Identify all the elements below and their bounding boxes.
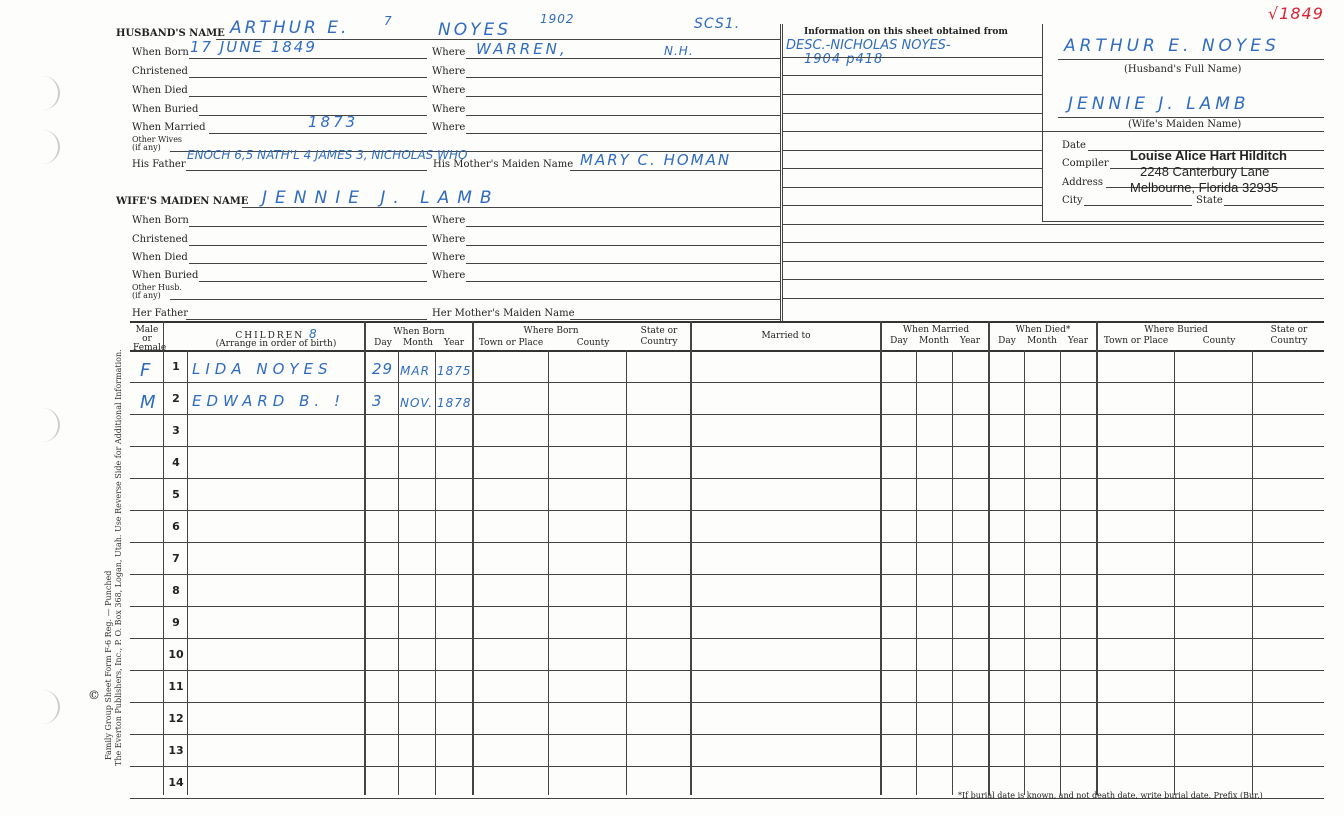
compiler-street-stamp: 2248 Canterbury Lane	[1140, 164, 1270, 179]
wife-died-label: When Died	[132, 252, 188, 263]
address-label: Address	[1062, 177, 1103, 188]
died-day-header: Day	[998, 336, 1016, 346]
marriage-year: 1873	[308, 113, 359, 131]
when-born-header: When Born	[393, 327, 445, 337]
husband-full-name: ARTHUR E. NOYES	[1064, 36, 1280, 56]
children-subheader: (Arrange in order of birth)	[215, 339, 337, 349]
punch-hole	[28, 408, 60, 442]
child-row-number: 10	[168, 648, 184, 661]
husband-father: ENOCH 6,5 NATH'L 4 JAMES 3, NICHOLAS WHO	[187, 148, 468, 162]
form-side-text-1: Family Group Sheet Form F-6 Reg. — Punched	[104, 570, 113, 760]
child-sex: M	[140, 392, 159, 413]
died-year-header: Year	[1067, 336, 1089, 346]
children-header: CHILDREN 8	[235, 327, 317, 341]
row-divider	[130, 638, 1324, 639]
child-row-number: 9	[172, 616, 180, 629]
child-born-day: 29	[372, 360, 394, 378]
wife-born-label: When Born	[132, 215, 189, 226]
husband-buried-label: When Buried	[132, 104, 199, 115]
married-month-header: Month	[919, 336, 949, 346]
child-row-number: 12	[168, 712, 184, 725]
child-born-year: 1878	[437, 396, 472, 410]
where-label: Where	[432, 234, 466, 245]
where-label: Where	[432, 104, 466, 115]
where-buried-header: Where Buried	[1144, 325, 1208, 335]
child-row-number: 1	[172, 360, 180, 373]
when-married-header: When Married	[902, 325, 970, 335]
child-row-number: 14	[168, 776, 184, 789]
buried-state-header: State or Country	[1270, 325, 1308, 346]
row-divider	[130, 670, 1324, 671]
born-month-header: Month	[403, 338, 433, 348]
punch-hole	[28, 690, 60, 724]
child-born-month: MAR	[400, 364, 430, 378]
child-row-number: 2	[172, 392, 180, 405]
row-divider	[130, 382, 1324, 383]
burial-footnote: *If burial date is known, and not death date, write burial date. Prefix (Bur.)	[958, 791, 1263, 800]
child-row-number: 4	[172, 456, 180, 469]
compiler-name-stamp: Louise Alice Hart Hilditch	[1130, 148, 1287, 163]
child-row-number: 13	[168, 744, 184, 757]
husband-full-name-label: (Husband's Full Name)	[1124, 64, 1242, 75]
child-row-number: 7	[172, 552, 180, 565]
husband-born-place: WARREN,	[476, 40, 568, 58]
husband-christened-label: Christened	[132, 66, 188, 77]
compiler-city-stamp: Melbourne, Florida 32935	[1130, 180, 1279, 195]
husband-name-label: HUSBAND'S NAME	[116, 28, 225, 39]
where-label: Where	[432, 85, 466, 96]
child-row-number: 8	[172, 584, 180, 597]
row-divider	[130, 414, 1324, 415]
died-month-header: Month	[1027, 336, 1057, 346]
date-label: Date	[1062, 140, 1086, 151]
husband-last-name: NOYES	[438, 20, 512, 40]
copyright-symbol: ©	[88, 688, 100, 702]
married-day-header: Day	[890, 336, 908, 346]
husband-born-label: When Born	[132, 47, 189, 58]
punch-hole	[28, 130, 60, 164]
child-name: LIDA NOYES	[192, 360, 333, 378]
corner-check-mark: √1849	[1268, 4, 1324, 23]
sex-header: Male or Female	[133, 325, 167, 353]
where-born-header: Where Born	[523, 326, 579, 336]
husband-born-where-label: Where	[432, 47, 466, 58]
husband-died-label: When Died	[132, 85, 188, 96]
where-label: Where	[432, 215, 466, 226]
wife-father-label: Her Father	[132, 308, 188, 319]
husband-married-label: When Married	[132, 122, 206, 133]
wife-maiden-name: JENNIE J. LAMB	[1068, 94, 1250, 114]
row-divider	[130, 766, 1324, 767]
where-label: Where	[432, 122, 466, 133]
child-born-year: 1875	[437, 364, 472, 378]
child-sex: F	[140, 360, 154, 381]
wife-name: JENNIE J. LAMB	[262, 188, 500, 208]
source-label: Information on this sheet obtained from	[804, 27, 1008, 37]
row-divider	[130, 574, 1324, 575]
husband-other-wives-label: Other Wives	[132, 135, 183, 144]
born-year-header: Year	[443, 338, 465, 348]
where-label: Where	[432, 66, 466, 77]
wife-christened-label: Christened	[132, 234, 188, 245]
punch-hole	[28, 76, 60, 110]
form-side-text-2: The Everton Publishers, Inc., P. O. Box 368, Logan, Utah. Use Reverse Side for Additional Information.	[114, 349, 123, 766]
husband-name-mark: 7	[384, 14, 393, 28]
child-row-number: 3	[172, 424, 180, 437]
husband-born-date: 17 JUNE 1849	[190, 38, 317, 56]
row-divider	[130, 734, 1324, 735]
wife-buried-label: When Buried	[132, 270, 199, 281]
born-state-header: State or Country	[640, 326, 678, 347]
married-year-header: Year	[959, 336, 981, 346]
compiler-label: Compiler	[1062, 158, 1109, 169]
married-to-header: Married to	[761, 331, 811, 341]
wife-name-label: WIFE'S MAIDEN NAME	[116, 196, 249, 207]
row-divider	[130, 446, 1324, 447]
row-divider	[130, 542, 1324, 543]
child-row-number: 11	[168, 680, 184, 693]
child-row-number: 5	[172, 488, 180, 501]
row-divider	[130, 606, 1324, 607]
where-label: Where	[432, 270, 466, 281]
husband-first-name: ARTHUR E.	[230, 18, 350, 38]
city-label: City	[1062, 195, 1083, 206]
row-divider	[130, 478, 1324, 479]
wife-other-husb-sub: (if any)	[132, 291, 161, 300]
husband-name-note: SCS1.	[694, 16, 741, 32]
row-divider	[130, 702, 1324, 703]
wife-mother-label: Her Mother's Maiden Name	[432, 308, 575, 319]
child-born-month: NOV.	[400, 396, 434, 410]
husband-other-wives-sub: (if any)	[132, 143, 161, 152]
source-line-2: 1904 p418	[804, 52, 884, 67]
child-name: EDWARD B. !	[192, 392, 345, 410]
buried-county-header: County	[1202, 336, 1236, 346]
where-born-county-header: County	[576, 338, 610, 348]
wife-maiden-name-label: (Wife's Maiden Name)	[1128, 119, 1242, 130]
state-label: State	[1196, 195, 1223, 206]
wife-other-husb-label: Other Husb.	[132, 283, 182, 292]
husband-mother-label: His Mother's Maiden Name	[433, 159, 574, 170]
buried-town-header: Town or Place	[1103, 336, 1169, 346]
child-row-number: 6	[172, 520, 180, 533]
where-label: Where	[432, 252, 466, 263]
husband-father-label: His Father	[132, 159, 186, 170]
born-day-header: Day	[374, 338, 392, 348]
husband-born-state: N.H.	[664, 44, 694, 58]
source-line-1: DESC.-NICHOLAS NOYES-	[786, 38, 951, 53]
row-divider	[130, 510, 1324, 511]
where-born-town-header: Town or Place	[478, 338, 544, 348]
child-born-day: 3	[372, 392, 383, 410]
husband-name-year: 1902	[540, 12, 575, 26]
when-died-header: When Died*	[1015, 325, 1071, 335]
husband-mother: MARY C. HOMAN	[580, 151, 732, 169]
